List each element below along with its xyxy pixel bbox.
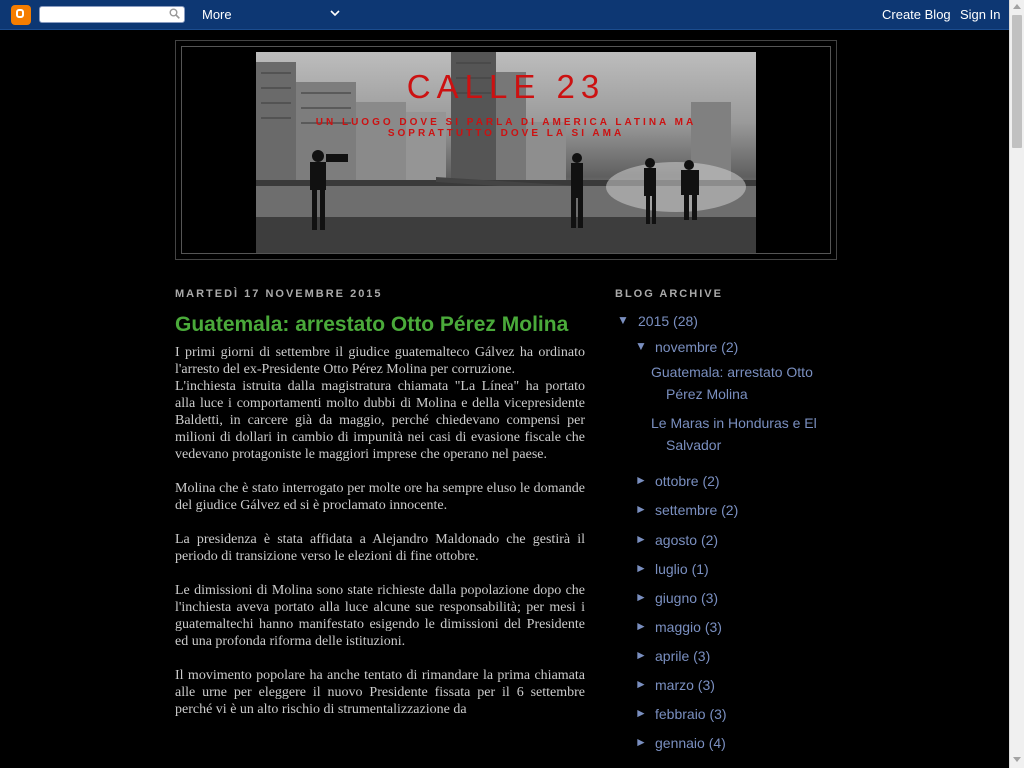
archive-month-link[interactable] <box>655 735 726 751</box>
archive-toggle-month[interactable]: ► <box>635 473 647 487</box>
archive-year-label[interactable]: 2015 <box>638 313 670 329</box>
archive-month-label[interactable]: giugno <box>655 590 698 606</box>
archive-month-link[interactable] <box>655 619 722 635</box>
archive-month-label[interactable]: ottobre <box>655 473 699 489</box>
vertical-scrollbar[interactable] <box>1009 0 1024 768</box>
search-input[interactable] <box>42 7 162 22</box>
archive-month-label[interactable]: luglio <box>655 561 688 577</box>
post-title-link[interactable]: Guatemala: arrestato Otto Pérez Molina <box>175 313 569 336</box>
search-icon[interactable] <box>169 8 180 19</box>
archive-month-link[interactable] <box>655 502 738 518</box>
header-image[interactable] <box>256 52 756 253</box>
archive-month-count: (2) <box>721 502 739 518</box>
archive-toggle-month[interactable]: ► <box>635 735 647 749</box>
archive-month-link[interactable] <box>655 532 718 548</box>
archive-month-label[interactable]: settembre <box>655 502 718 518</box>
archive-month-label[interactable]: agosto <box>655 532 698 548</box>
post-paragraph: Le dimissioni di Molina sono state richieste dalla popolazione dopo che l'inchiesta aveva portato alla luce alcune sue responsabilità; per mesi i guatemaltechi hanno manifestato esigendo le dimissioni del Presidente ed una profonda riforma delle istituzioni. <box>175 583 585 649</box>
blogger-logo-icon[interactable] <box>11 5 31 25</box>
archive-toggle-novembre[interactable]: ▼ <box>635 339 647 353</box>
archive-year-count: (28) <box>673 313 698 329</box>
archive-month-novembre[interactable] <box>655 339 738 355</box>
archive-month-link[interactable] <box>655 677 715 693</box>
blog-archive-header: BLOG ARCHIVE <box>615 288 723 300</box>
archive-toggle-month[interactable]: ► <box>635 532 647 546</box>
archive-month-label[interactable]: aprile <box>655 648 690 664</box>
archive-month-count: (2) <box>721 339 739 355</box>
sign-in-link[interactable]: Sign In <box>960 7 1001 22</box>
archive-month-link[interactable] <box>655 706 727 722</box>
scroll-up-arrow-icon[interactable] <box>1013 4 1021 9</box>
archive-toggle-2015[interactable]: ▼ <box>617 313 629 327</box>
archive-month-link[interactable] <box>655 590 718 606</box>
archive-month-link[interactable] <box>655 473 720 489</box>
archive-month-count: (4) <box>708 735 726 751</box>
archive-post-link[interactable]: Le Maras in Honduras e El Salvador <box>651 415 817 453</box>
archive-month-label[interactable]: novembre <box>655 339 718 355</box>
scroll-down-arrow-icon[interactable] <box>1013 757 1021 762</box>
archive-toggle-month[interactable]: ► <box>635 561 647 575</box>
chevron-down-icon[interactable] <box>328 6 342 20</box>
archive-month-count: (3) <box>700 590 719 606</box>
post-date-header: MARTEDÌ 17 NOVEMBRE 2015 <box>175 288 383 300</box>
search-box[interactable] <box>39 6 185 23</box>
archive-month-count: (2) <box>702 473 720 489</box>
archive-toggle-month[interactable]: ► <box>635 619 647 633</box>
blogger-navbar <box>0 0 1009 30</box>
create-blog-link[interactable]: Create Blog <box>882 7 951 22</box>
archive-toggle-month[interactable]: ► <box>635 590 647 604</box>
archive-year-2015[interactable] <box>638 313 698 329</box>
archive-month-count: (2) <box>700 532 719 548</box>
post-body <box>175 344 585 735</box>
archive-month-link[interactable] <box>655 561 709 577</box>
more-menu[interactable]: More <box>202 7 232 22</box>
scrollbar-thumb[interactable] <box>1012 15 1022 148</box>
archive-month-label[interactable]: gennaio <box>655 735 705 751</box>
archive-post-link[interactable]: Guatemala: arrestato Otto Pérez Molina <box>651 364 813 402</box>
blog-description: UN LUOGO DOVE SI PARLA DI AMERICA LATINA MA SOPRATTUTTO DOVE LA SI AMA <box>315 117 697 139</box>
blog-title[interactable]: CALLE 23 <box>406 68 606 105</box>
archive-toggle-month[interactable]: ► <box>635 677 647 691</box>
archive-month-count: (3) <box>704 619 722 635</box>
archive-month-link[interactable] <box>655 648 710 664</box>
archive-month-label[interactable]: maggio <box>655 619 701 635</box>
archive-month-label[interactable]: marzo <box>655 677 694 693</box>
post-paragraph: Molina che è stato interrogato per molte ore ha sempre eluso le domande del giudice Gálvez ed si è proclamato innocente. <box>175 481 585 513</box>
post-paragraph: Il movimento popolare ha anche tentato di rimandare la prima chiamata alle urne per eleggere il nuovo Presidente fissata per il 6 settembre perché vi è un alto rischio di strumentalizzazione da <box>175 668 585 717</box>
archive-toggle-month[interactable]: ► <box>635 502 647 516</box>
archive-toggle-month[interactable]: ► <box>635 706 647 720</box>
archive-month-count: (1) <box>691 561 709 577</box>
archive-month-count: (3) <box>697 677 715 693</box>
archive-month-label[interactable]: febbraio <box>655 706 706 722</box>
archive-toggle-month[interactable]: ► <box>635 648 647 662</box>
post-paragraph: I primi giorni di settembre il giudice guatemalteco Gálvez ha ordinato l'arresto del ex-Presidente Otto Pérez Molina per corruzione. L'inchiesta istruita dalla magistratura chiamata "La Línea" ha portato alla luce i comportamenti molto dubbi di Molina e della vicepresidente Baldetti, in carcere già da maggio, perché chiedevano compensi per milioni di dollari in cambio di impunità nei casi di evasione fiscale che vedevano protagoniste le maggiori imprese che operano nel paese. <box>175 345 585 462</box>
archive-month-count: (3) <box>693 648 711 664</box>
post-paragraph: La presidenza è stata affidata a Alejandro Maldonado che gestirà il periodo di transizione verso le elezioni di fine ottobre. <box>175 532 585 564</box>
archive-month-count: (3) <box>709 706 727 722</box>
